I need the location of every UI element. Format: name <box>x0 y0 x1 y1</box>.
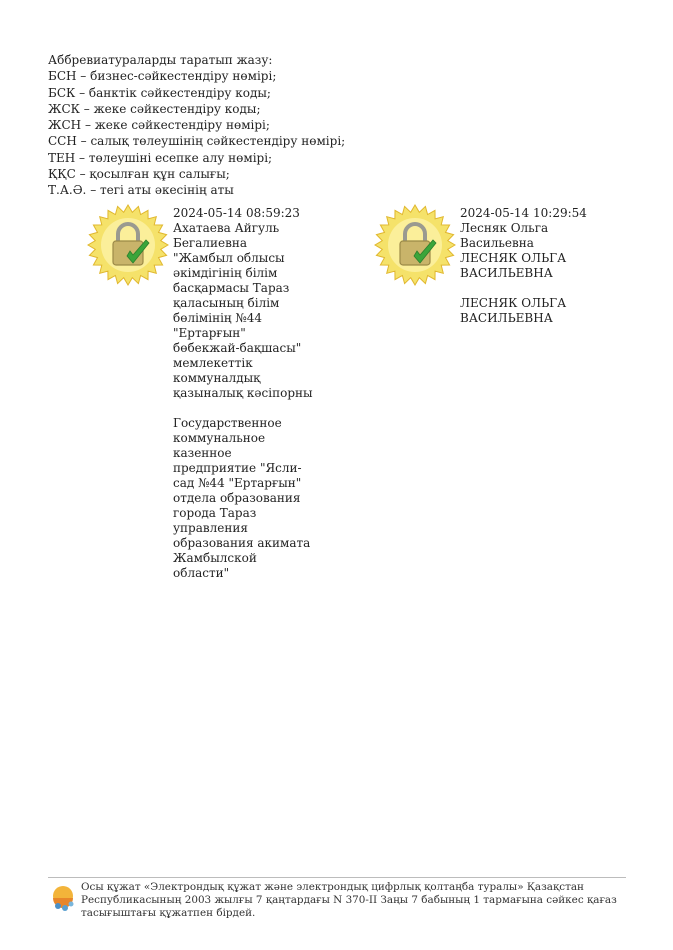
signature-details <box>460 206 595 326</box>
signature-line: города Тараз <box>173 506 257 520</box>
abbreviation-item: ЖСК – жеке сәйкестендіру коды; <box>48 101 261 116</box>
signature-line: бөлімінің №44 <box>173 311 263 325</box>
signature-line: ЛЕСНЯК ОЛЬГА <box>460 251 567 265</box>
signature-line: образования акимата <box>173 536 311 550</box>
abbreviation-item: ТЕН – төлеушіні есепке алу нөмірі; <box>48 150 273 165</box>
signature-line: әкімдігінің білім <box>173 266 278 280</box>
abbreviation-item: ҚҚС – қосылған құн салығы; <box>48 167 230 182</box>
signature-line: области" <box>173 566 230 580</box>
signature-line: "Жамбыл облысы <box>173 251 285 265</box>
signature-line: ВАСИЛЬЕВНА <box>460 266 553 280</box>
abbreviation-item: ССН – салық төлеушінің сәйкестендіру нөмірі; <box>48 134 346 149</box>
signature-line: управления <box>173 521 248 535</box>
line-spacer <box>173 401 308 416</box>
signature-line: мемлекеттік <box>173 356 253 370</box>
footer-legal-notice: Осы құжат «Электрондық құжат және электрондық цифрлық қолтаңба туралы» Қазақстан Республикасының 2003 жылғы 7 қаңтардағы N 370-II Заңы 7 бабының 1 тармағына сәйкес қағаз тасығыштағы құжатпен бірдей. <box>81 881 617 919</box>
signature-line: Жамбылской <box>173 551 257 565</box>
signature-line: қазыналық кәсіпорны <box>173 386 313 400</box>
signature-line: ВАСИЛЬЕВНА <box>460 311 553 325</box>
abbreviation-item: БСК – банктік сәйкестендіру коды; <box>48 85 271 100</box>
abbreviation-item: БСН – бизнес-сәйкестендіру нөмірі; <box>48 69 277 84</box>
signature-line: ЛЕСНЯК ОЛЬГА <box>460 296 567 310</box>
signature-line: қаласының білім <box>173 296 280 310</box>
signature-line: бөбекжай-бақшасы" <box>173 341 302 355</box>
signature-line: Бегалиевна <box>173 236 247 250</box>
signature-line: коммунальное <box>173 431 266 445</box>
abbreviations-list <box>48 68 345 198</box>
signature-line: отдела образования <box>173 491 301 505</box>
signature-line: предприятие "Ясли- <box>173 461 302 475</box>
signature-line: Лесняк Ольга <box>460 221 549 235</box>
signature-line: казенное <box>173 446 232 460</box>
abbreviation-item: Т.А.Ә. – тегі аты әкесінің аты <box>48 183 234 198</box>
signature-signer-info <box>460 221 595 326</box>
signature-signer-info <box>173 221 313 581</box>
signature-line: коммуналдық <box>173 371 261 385</box>
signature-line: басқармасы Тараз <box>173 281 290 295</box>
line-spacer <box>460 281 595 296</box>
signature-details <box>173 206 313 581</box>
footer-divider <box>48 877 626 878</box>
signature-timestamp: 2024-05-14 10:29:54 <box>460 206 587 220</box>
abbreviations-heading: Аббревиатураларды таратып жазу: <box>48 53 273 67</box>
egov-logo-icon <box>49 884 77 914</box>
signature-seal-icon <box>374 204 456 286</box>
signature-line: "Ертарғын" <box>173 326 246 340</box>
signature-seal-icon <box>87 204 169 286</box>
signature-line: сад №44 "Ертарғын" <box>173 476 302 490</box>
signature-timestamp: 2024-05-14 08:59:23 <box>173 206 300 220</box>
abbreviation-item: ЖСН – жеке сәйкестендіру нөмірі; <box>48 118 270 133</box>
signature-line: Государственное <box>173 416 282 430</box>
abbreviations-block <box>48 52 345 199</box>
signature-line: Ахатаева Айгуль <box>173 221 280 235</box>
signature-line: Васильевна <box>460 236 534 250</box>
